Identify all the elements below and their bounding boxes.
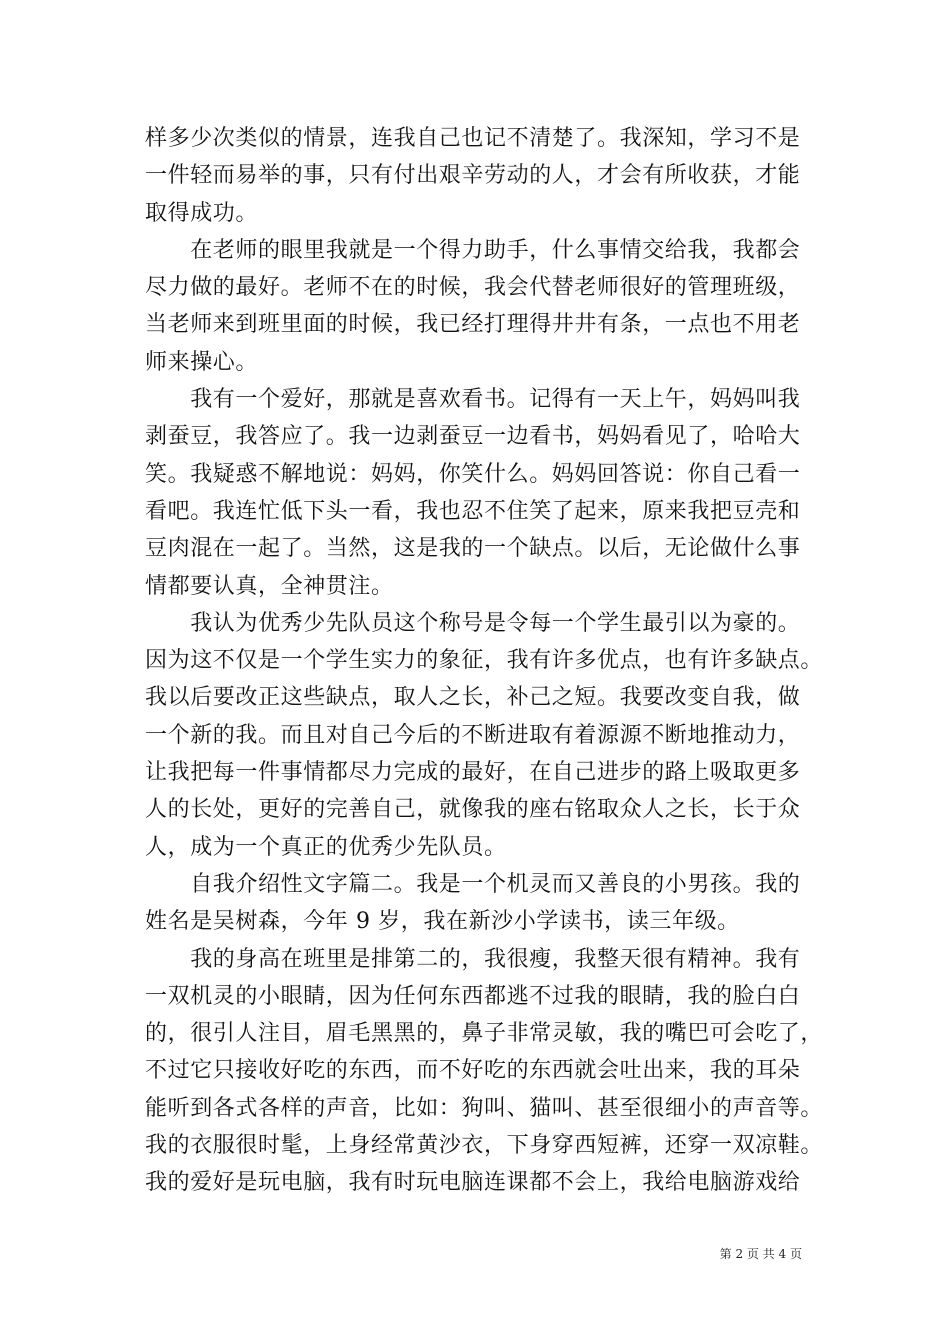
text-line: 我的身高在班里是排第二的，我很瘦，我整天很有精神。我有 <box>145 946 801 972</box>
text-line: 情都要认真，全神贯注。 <box>145 573 394 599</box>
text-line: 我认为优秀少先队员这个称号是令每一个学生最引以为豪的。 <box>145 610 801 636</box>
text-line: 看吧。我连忙低下头一看，我也忍不住笑了起来，原来我把豆壳和 <box>145 498 801 524</box>
text-line: 我有一个爱好，那就是喜欢看书。记得有一天上午，妈妈叫我 <box>145 387 801 413</box>
page-number-footer: 第 2 页 共 4 页 <box>719 1247 802 1261</box>
text-line: 自我介绍性文字篇二。我是一个机灵而又善良的小男孩。我的 <box>145 871 801 897</box>
text-line: 不过它只接收好吃的东西，而不好吃的东西就会吐出来，我的耳朵 <box>145 1058 801 1084</box>
text-line: 当老师来到班里面的时候，我已经打理得井井有条，一点也不用老 <box>145 312 801 338</box>
text-line: 我的爱好是玩电脑，我有时玩电脑连课都不会上，我给电脑游戏给 <box>145 1170 801 1196</box>
text-line: 人的长处，更好的完善自己，就像我的座右铭取众人之长，长于众 <box>145 797 801 823</box>
text-line: 姓名是吴树森，今年 9 岁，我在新沙小学读书，读三年级。 <box>145 909 740 935</box>
text-line: 的，很引人注目，眉毛黑黑的，鼻子非常灵敏，我的嘴巴可会吃了， <box>145 1021 824 1047</box>
text-line: 因为这不仅是一个学生实力的象征，我有许多优点，也有许多缺点。 <box>145 648 824 674</box>
document-body <box>145 120 824 1202</box>
text-line: 一双机灵的小眼睛，因为任何东西都逃不过我的眼睛，我的脸白白 <box>145 983 801 1009</box>
text-line: 一个新的我。而且对自己今后的不断进取有着源源不断地推动力， <box>145 722 801 748</box>
text-line: 让我把每一件事情都尽力完成的最好，在自己进步的路上吸取更多 <box>145 760 801 786</box>
text-line: 剥蚕豆，我答应了。我一边剥蚕豆一边看书，妈妈看见了，哈哈大 <box>145 424 801 450</box>
text-line: 在老师的眼里我就是一个得力助手，什么事情交给我，我都会 <box>145 237 801 263</box>
text-line: 人，成为一个真正的优秀少先队员。 <box>145 834 507 860</box>
text-line: 师来操心。 <box>145 349 259 375</box>
text-line: 笑。我疑惑不解地说：妈妈，你笑什么。妈妈回答说：你自己看一 <box>145 461 801 487</box>
text-line: 尽力做的最好。老师不在的时候，我会代替老师很好的管理班级， <box>145 275 801 301</box>
text-line: 一件轻而易举的事，只有付出艰辛劳动的人，才会有所收获，才能 <box>145 163 801 189</box>
text-line: 我的衣服很时髦，上身经常黄沙衣，下身穿西短裤，还穿一双凉鞋。 <box>145 1133 824 1159</box>
text-line: 豆肉混在一起了。当然，这是我的一个缺点。以后，无论做什么事 <box>145 536 801 562</box>
text-line: 样多少次类似的情景，连我自己也记不清楚了。我深知，学习不是 <box>145 126 801 151</box>
text-line: 取得成功。 <box>145 200 259 226</box>
text-line: 能听到各式各样的声音，比如：狗叫、猫叫、甚至很细小的声音等。 <box>145 1095 824 1121</box>
text-line: 我以后要改正这些缺点，取人之长，补己之短。我要改变自我，做 <box>145 685 801 711</box>
